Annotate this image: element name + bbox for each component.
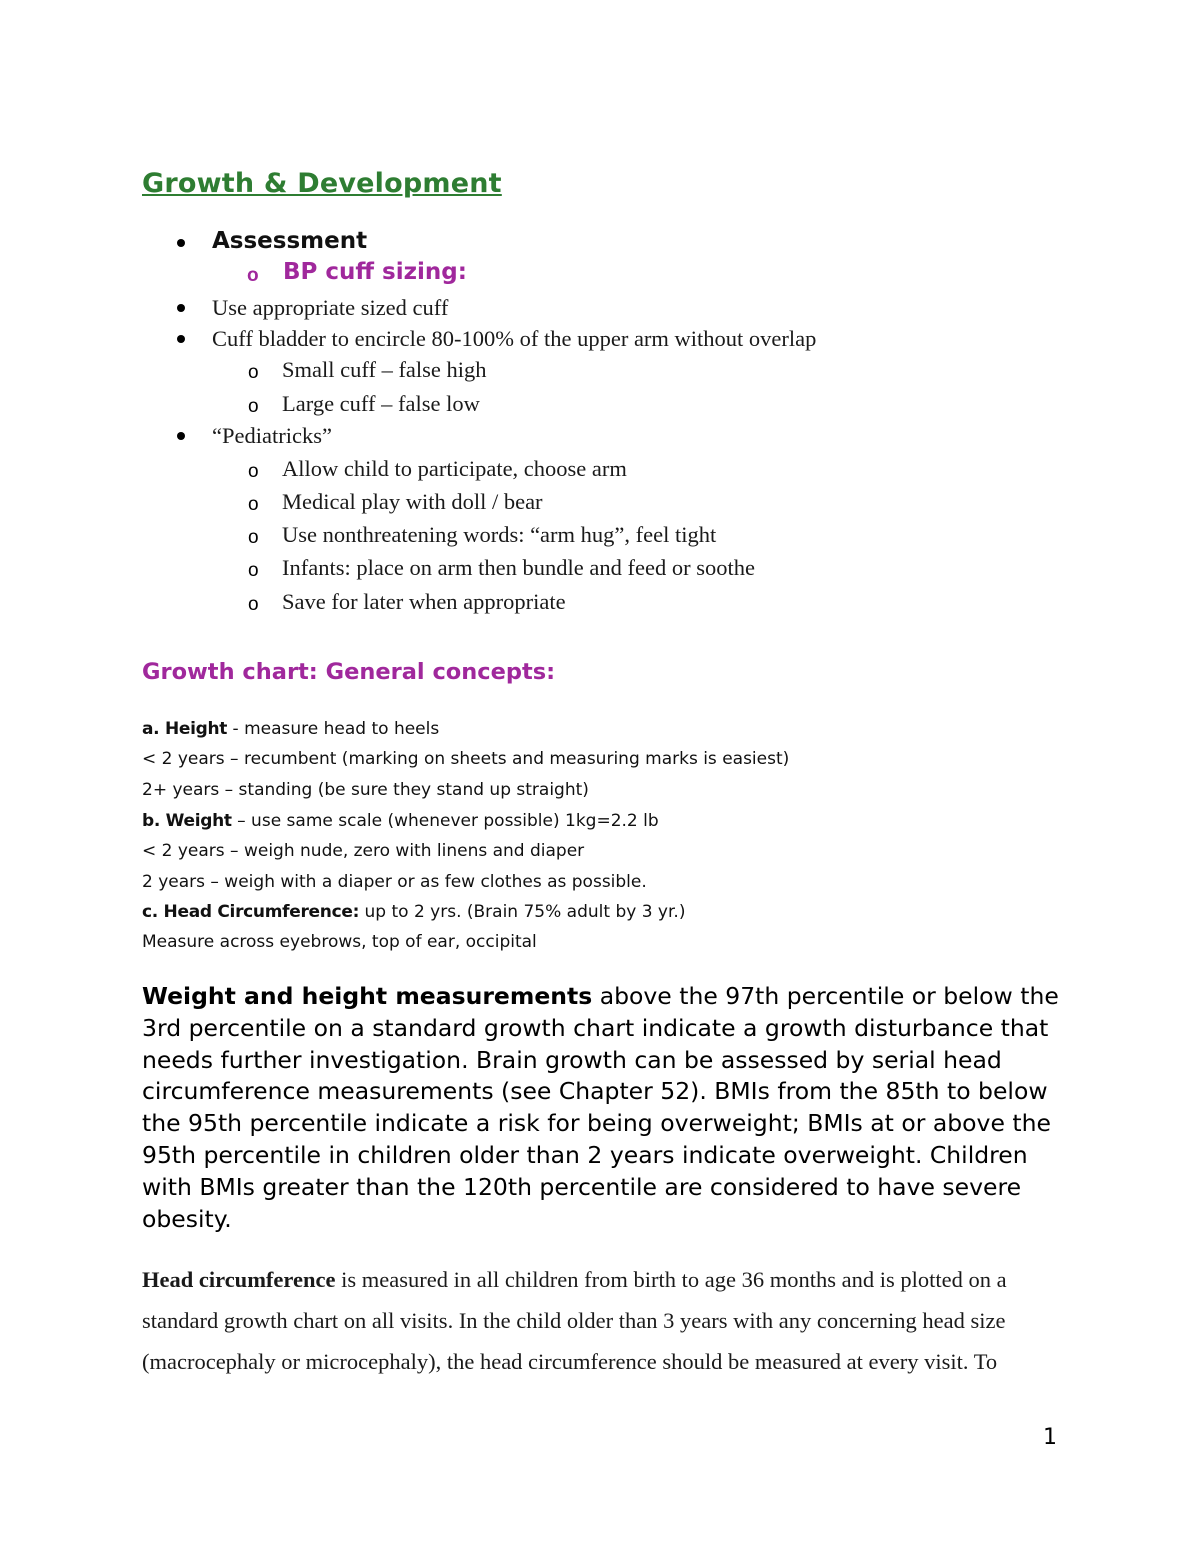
weight-label: b. Weight [142,811,232,831]
circle-bullet: o [248,527,259,548]
head-circumference-detail: Measure across eyebrows, top of ear, occipital [142,932,537,952]
weight-line [142,811,659,831]
assessment-heading: Assessment [212,228,368,254]
circle-bullet: o [248,396,259,417]
pediatricks-sub-item: Use nonthreatening words: “arm hug”, feel tight [282,522,717,547]
document-title: Growth & Development [142,168,502,199]
head-circumference-line [142,902,685,922]
circle-bullet: o [247,265,259,286]
head-circumference-lead: Head circumference [142,1267,336,1292]
height-label: a. Height [142,719,228,739]
cuff-sub-item: Large cuff – false low [282,391,480,416]
percentile-paragraph [142,981,1072,1235]
circle-bullet: o [248,594,259,615]
pediatricks-sub-item: Infants: place on arm then bundle and feed or soothe [282,555,755,580]
height-line [142,719,439,739]
weight-text: – use same scale (whenever possible) 1kg=2.2 lb [231,811,659,831]
bullet-dot [177,432,185,440]
pediatricks-sub-item: Save for later when appropriate [282,589,566,614]
height-text: - measure head to heels [227,719,440,739]
height-detail: < 2 years – recumbent (marking on sheets and measuring marks is easiest) [142,749,790,769]
pediatricks-sub-item: Medical play with doll / bear [282,489,543,514]
pediatricks-item: “Pediatricks” [212,423,332,448]
head-circumference-paragraph [142,1259,1072,1382]
height-detail: 2+ years – standing (be sure they stand up straight) [142,780,589,800]
pediatricks-sub-item: Allow child to participate, choose arm [282,456,627,481]
weight-detail: 2 years – weigh with a diaper or as few clothes as possible. [142,872,647,892]
bullet-dot [177,335,185,343]
circle-bullet: o [248,362,259,383]
bp-cuff-heading: BP cuff sizing: [283,259,467,285]
circle-bullet: o [248,560,259,581]
circle-bullet: o [248,461,259,482]
cuff-sub-item: Small cuff – false high [282,357,487,382]
assessment-item: Use appropriate sized cuff [212,295,449,320]
bullet-dot [177,239,185,247]
bullet-dot [177,304,185,312]
head-circumference-para-text: is measured in all children from birth to age 36 months and is plotted on a standard growth chart on all visits. In the child older than 3 years with any concerning head size (macrocephaly or microcephaly), the head circumference should be measured at every visit. To [142,1267,1007,1374]
circle-bullet: o [248,494,259,515]
head-circumference-text: up to 2 yrs. (Brain 75% adult by 3 yr.) [359,902,686,922]
percentile-text: above the 97th percentile or below the 3rd percentile on a standard growth chart indicate a growth disturbance that needs further investigation. Brain growth can be assessed by serial head circumference measurements (see Chapter 52). BMIs from the 85th to below the 95th percentile indicate a risk for being overweight; BMIs at or above the 95th percentile in children older than 2 years indicate overweight. Children with BMIs greater than the 120th percentile are considered to have severe obesity. [142,982,1059,1233]
weight-detail: < 2 years – weigh nude, zero with linens and diaper [142,841,585,861]
page-number: 1 [1043,1425,1057,1450]
growth-chart-heading: Growth chart: General concepts: [142,659,556,685]
head-circumference-label: c. Head Circumference: [142,902,360,922]
percentile-lead: Weight and height measurements [142,982,593,1010]
assessment-item: Cuff bladder to encircle 80-100% of the upper arm without overlap [212,326,817,351]
